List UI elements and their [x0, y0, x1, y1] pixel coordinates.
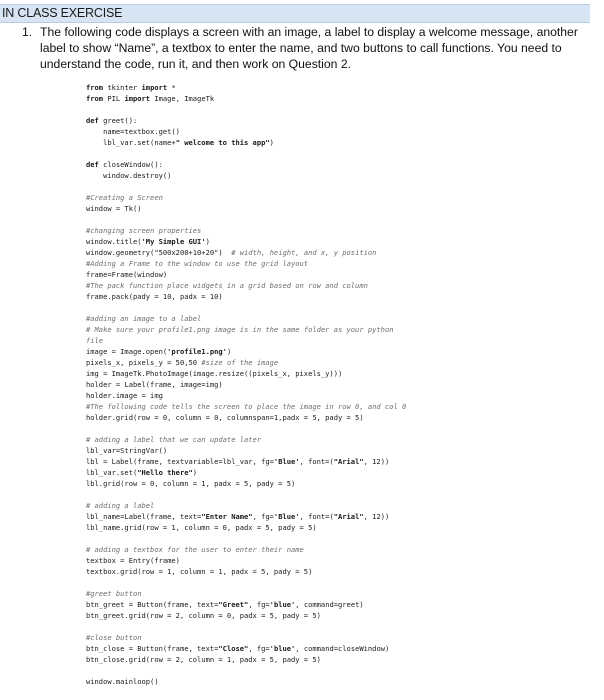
code-comment-text: #changing screen properties	[86, 226, 202, 235]
code-text: btn_greet.grid(row = 2, column = 0, padx = 5, pady = 5)	[86, 611, 321, 620]
code-line	[86, 390, 406, 401]
code-comment-text: # adding a label	[86, 501, 155, 510]
code-text: window = Tk()	[86, 204, 142, 213]
code-line	[86, 566, 406, 577]
code-keyword: import	[141, 83, 168, 92]
code-comment-line	[86, 225, 406, 236]
code-line	[86, 203, 406, 214]
code-text: holder.grid(row = 0, column = 0, columnspan=1,padx = 5, pady = 5)	[86, 413, 364, 422]
code-text: window.mainloop()	[86, 677, 159, 686]
code-blank-line	[86, 148, 406, 159]
code-line	[86, 522, 406, 533]
code-string: "Greet"	[218, 600, 249, 609]
code-text: , fg=	[252, 512, 274, 521]
code-line	[86, 291, 406, 302]
code-text: lbl = Label(frame, textvariable=lbl_var, fg=	[86, 457, 274, 466]
code-string: 'blue'	[269, 644, 296, 653]
question-number: 1.	[22, 25, 33, 39]
code-comment-line	[86, 280, 406, 291]
code-text: )	[269, 138, 274, 147]
code-text: closeWindow():	[98, 160, 163, 169]
code-inline-comment: # width, height, and x, y position	[222, 248, 377, 257]
code-inline-comment: #size of the image	[197, 358, 279, 367]
code-blank-line	[86, 214, 406, 225]
code-comment-text: #close button	[86, 633, 142, 642]
code-text: , 12))	[363, 457, 390, 466]
code-line	[86, 456, 406, 467]
code-text: lbl_var.set(name+	[86, 138, 176, 147]
code-text: window.geometry("500x200+10+20")	[86, 248, 223, 257]
code-text: lbl_name.grid(row = 1, column = 0, padx = 5, pady = 5)	[86, 523, 317, 532]
code-line	[86, 247, 406, 258]
code-text: image = Image.open(	[86, 347, 168, 356]
code-text: , font=(	[299, 457, 334, 466]
code-text: greet():	[98, 116, 138, 125]
code-blank-line	[86, 423, 406, 434]
code-comment-text: # Make sure your profile1.png image is in the same folder as your python	[86, 325, 394, 334]
code-comment-line	[86, 258, 406, 269]
code-text: window.destroy()	[86, 171, 172, 180]
code-string: 'Blue'	[273, 512, 300, 521]
code-comment-text: #adding an image to a label	[86, 314, 202, 323]
code-line	[86, 599, 406, 610]
code-text: )	[192, 468, 198, 477]
code-line	[86, 236, 406, 247]
code-string: "Close"	[218, 644, 249, 653]
code-text: *	[167, 83, 176, 92]
code-line	[86, 93, 406, 104]
code-text: holder = Label(frame, image=img)	[86, 380, 223, 389]
code-comment-text: file	[86, 336, 104, 345]
code-text: frame=Frame(window)	[86, 270, 168, 279]
code-text: textbox.grid(row = 1, column = 1, padx = 5, pady = 5)	[86, 567, 313, 576]
code-blank-line	[86, 181, 406, 192]
code-blank-line	[86, 577, 406, 588]
code-listing	[86, 82, 406, 687]
code-line	[86, 357, 406, 368]
code-string: 'blue'	[269, 600, 296, 609]
code-text: lbl_var.set(	[86, 468, 138, 477]
code-text: btn_close = Button(frame, text=	[86, 644, 219, 653]
code-blank-line	[86, 489, 406, 500]
code-string: "Hello there"	[137, 468, 193, 477]
code-comment-line	[86, 313, 406, 324]
code-line	[86, 170, 406, 181]
code-keyword: from	[86, 83, 104, 92]
code-line	[86, 137, 406, 148]
code-line	[86, 467, 406, 478]
code-comment-text: #The following code tells the screen to place the image in row 0, and col 0	[86, 402, 407, 411]
code-string: 'Blue'	[273, 457, 300, 466]
code-blank-line	[86, 533, 406, 544]
code-string: "Arial"	[333, 457, 364, 466]
code-text: window.title(	[86, 237, 142, 246]
code-line	[86, 610, 406, 621]
code-string: "Arial"	[333, 512, 364, 521]
code-line	[86, 346, 406, 357]
code-comment-text: #The pack function place widgets in a grid based on row and column	[86, 281, 368, 290]
code-text: )	[226, 347, 232, 356]
code-comment-text: # adding a label that we can update later	[86, 435, 262, 444]
code-line	[86, 643, 406, 654]
code-line	[86, 445, 406, 456]
code-blank-line	[86, 104, 406, 115]
code-comment-line	[86, 324, 406, 335]
code-text: btn_close.grid(row = 2, column = 1, padx = 5, pady = 5)	[86, 655, 321, 664]
code-text: img = ImageTk.PhotoImage(image.resize((pixels_x, pixels_y)))	[86, 369, 343, 378]
code-comment-line	[86, 500, 406, 511]
code-text: tkinter	[103, 83, 142, 92]
code-text: lbl.grid(row = 0, column = 1, padx = 5, pady = 5)	[86, 479, 296, 488]
code-text: )	[205, 237, 210, 246]
code-text: , fg=	[248, 644, 270, 653]
code-text: pixels_x, pixels_y = 50,50	[86, 358, 198, 367]
code-text: textbox = Entry(frame)	[86, 556, 180, 565]
code-string: "Enter Name"	[201, 512, 253, 521]
section-title: IN CLASS EXERCISE	[2, 6, 123, 20]
code-comment-line	[86, 434, 406, 445]
code-text: , 12))	[363, 512, 390, 521]
code-string: " welcome to this app"	[175, 138, 270, 147]
code-keyword: import	[124, 94, 151, 103]
code-line	[86, 555, 406, 566]
code-text: lbl_name=Label(frame, text=	[86, 512, 202, 521]
code-comment-text: #Creating a Screen	[86, 193, 163, 202]
code-text: , command=closeWindow)	[295, 644, 390, 653]
code-text: , fg=	[248, 600, 270, 609]
code-line	[86, 511, 406, 522]
section-header	[0, 4, 590, 23]
code-string: 'My Simple GUI'	[141, 237, 206, 246]
code-line	[86, 368, 406, 379]
code-line	[86, 676, 406, 687]
code-line	[86, 412, 406, 423]
code-line	[86, 269, 406, 280]
code-comment-line	[86, 588, 406, 599]
code-line	[86, 654, 406, 665]
code-comment-text: #greet button	[86, 589, 142, 598]
code-text: frame.pack(pady = 10, padx = 10)	[86, 292, 223, 301]
code-text: holder.image = img	[86, 391, 163, 400]
code-text: Image, ImageTk	[150, 94, 215, 103]
code-line	[86, 379, 406, 390]
code-line	[86, 126, 406, 137]
code-comment-text: # adding a textbox for the user to enter their name	[86, 545, 304, 554]
code-keyword: def	[86, 116, 99, 125]
code-text: name=textbox.get()	[86, 127, 180, 136]
code-text: btn_greet = Button(frame, text=	[86, 600, 219, 609]
code-line	[86, 115, 406, 126]
code-keyword: from	[86, 94, 104, 103]
code-comment-text: #Adding a Frame to the window to use the grid layout	[86, 259, 309, 268]
code-string: 'profile1.png'	[167, 347, 227, 356]
code-blank-line	[86, 621, 406, 632]
code-keyword: def	[86, 160, 99, 169]
code-line	[86, 159, 406, 170]
code-text: PIL	[103, 94, 125, 103]
code-comment-line	[86, 632, 406, 643]
code-comment-line	[86, 544, 406, 555]
question-text: The following code displays a screen with an image, a label to display a welcome message, another label to show “Name”, a textbox to enter the name, and two buttons to call functions. You need to understand the code, run it, and then work on Question 2.	[40, 25, 578, 71]
code-blank-line	[86, 302, 406, 313]
code-text: lbl_var=StringVar()	[86, 446, 168, 455]
code-line	[86, 82, 406, 93]
code-comment-line	[86, 335, 406, 346]
code-line	[86, 478, 406, 489]
code-comment-line	[86, 192, 406, 203]
code-comment-line	[86, 401, 406, 412]
code-text: , font=(	[299, 512, 334, 521]
code-blank-line	[86, 665, 406, 676]
code-text: , command=greet)	[295, 600, 364, 609]
